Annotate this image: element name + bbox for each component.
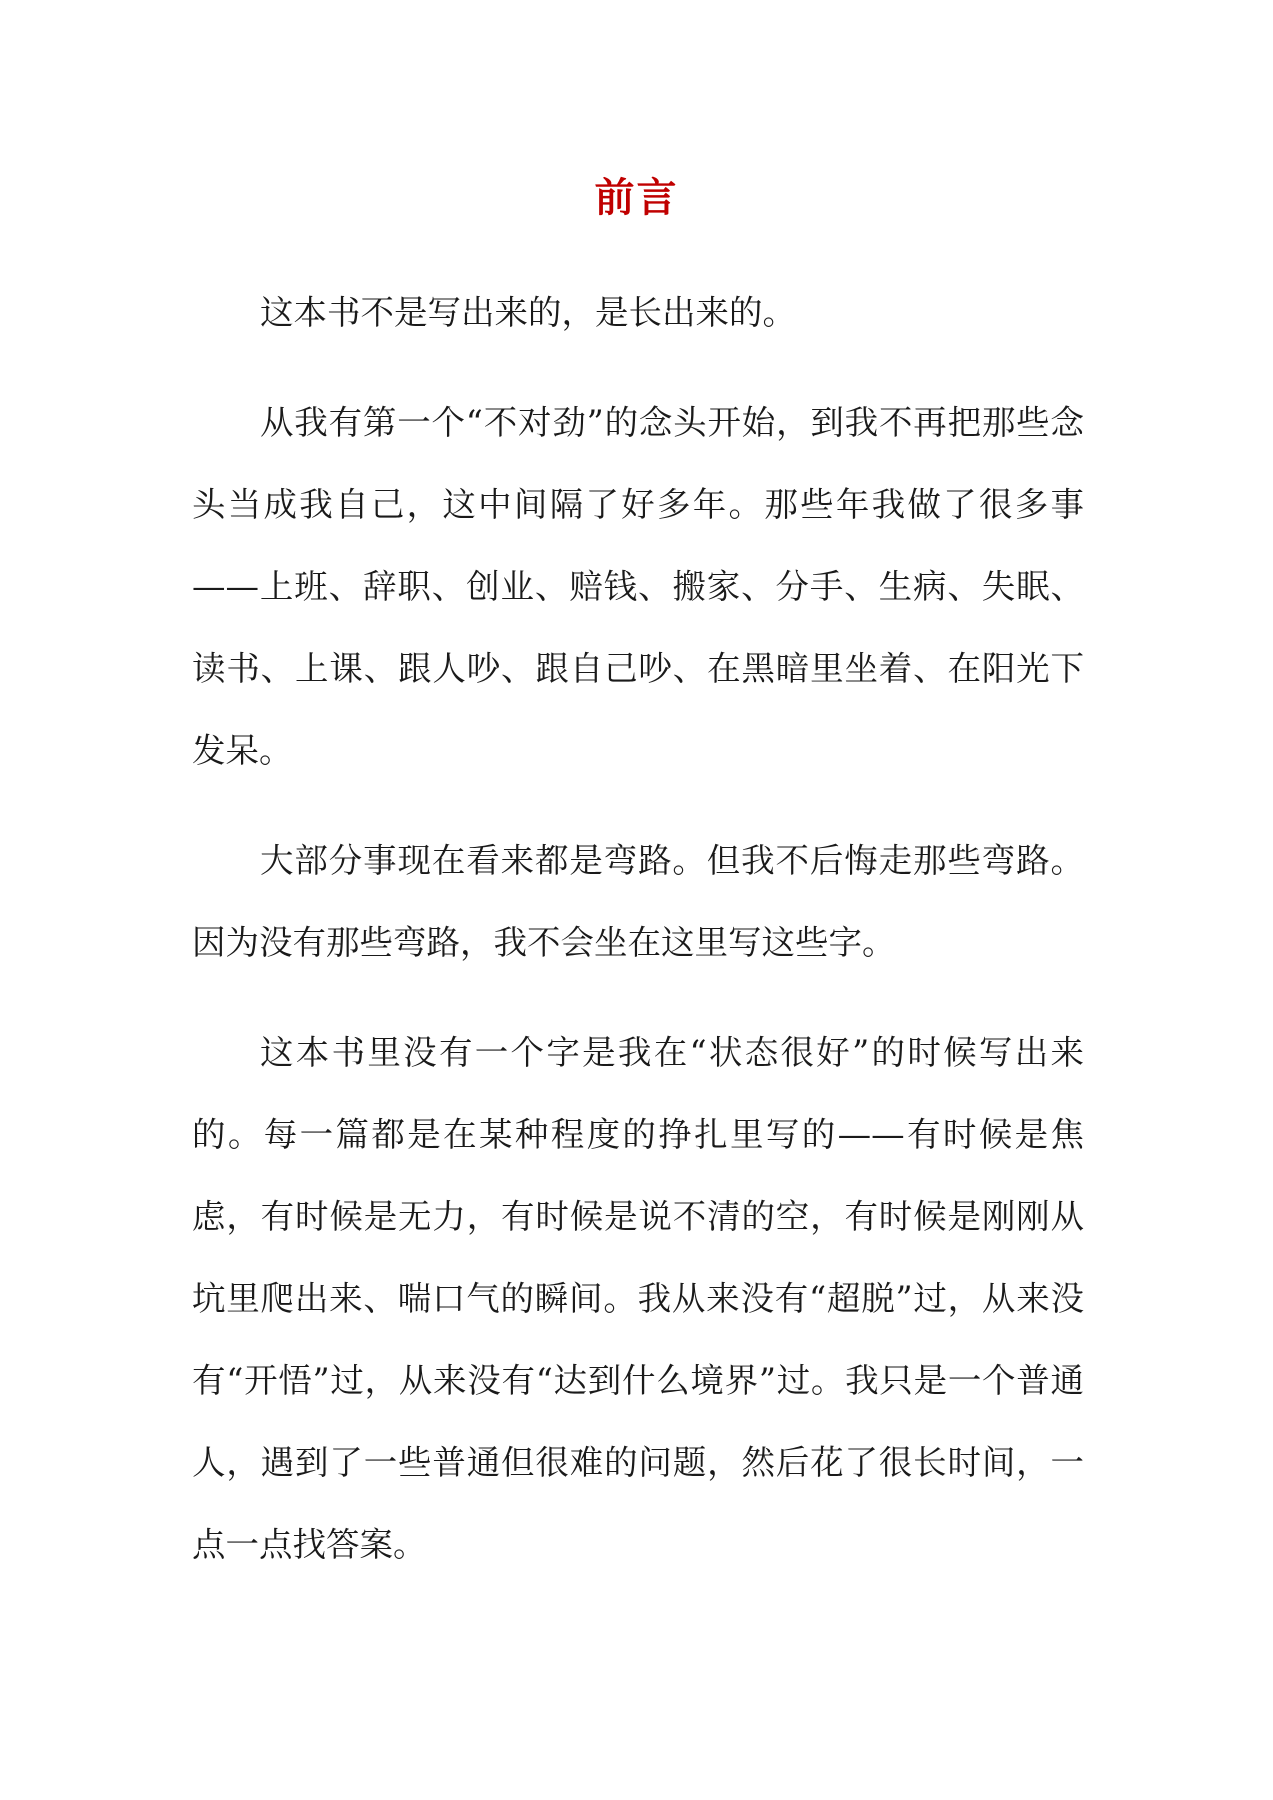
body-text — [192, 272, 1084, 1614]
page-title: 前言 — [594, 174, 679, 221]
paragraph: 这本书不是写出来的，是长出来的。 — [260, 293, 796, 332]
paragraph: 大部分事现在看来都是弯路。但我不后悔走那些弯路。因为没有那些弯路，我不会坐在这里写这些字。 — [192, 841, 1084, 962]
paragraph: 从我有第一个“不对劲”的念头开始，到我不再把那些念头当成我自己，这中间隔了好多年。那些年我做了很多事——上班、辞职、创业、赔钱、搬家、分手、生病、失眠、读书、上课、跟人吵、跟自己吵、在黑暗里坐着、在阳光下发呆。 — [192, 403, 1084, 770]
paragraph: 这本书里没有一个字是我在“状态很好”的时候写出来的。每一篇都是在某种程度的挣扎里写的——有时候是焦虑，有时候是无力，有时候是说不清的空，有时候是刚刚从坑里爬出来、喘口气的瞬间。我从来没有“超脱”过，从来没有“开悟”过，从来没有“达到什么境界”过。我只是一个普通人，遇到了一些普通但很难的问题，然后花了很长时间，一点一点找答案。 — [192, 1033, 1084, 1564]
